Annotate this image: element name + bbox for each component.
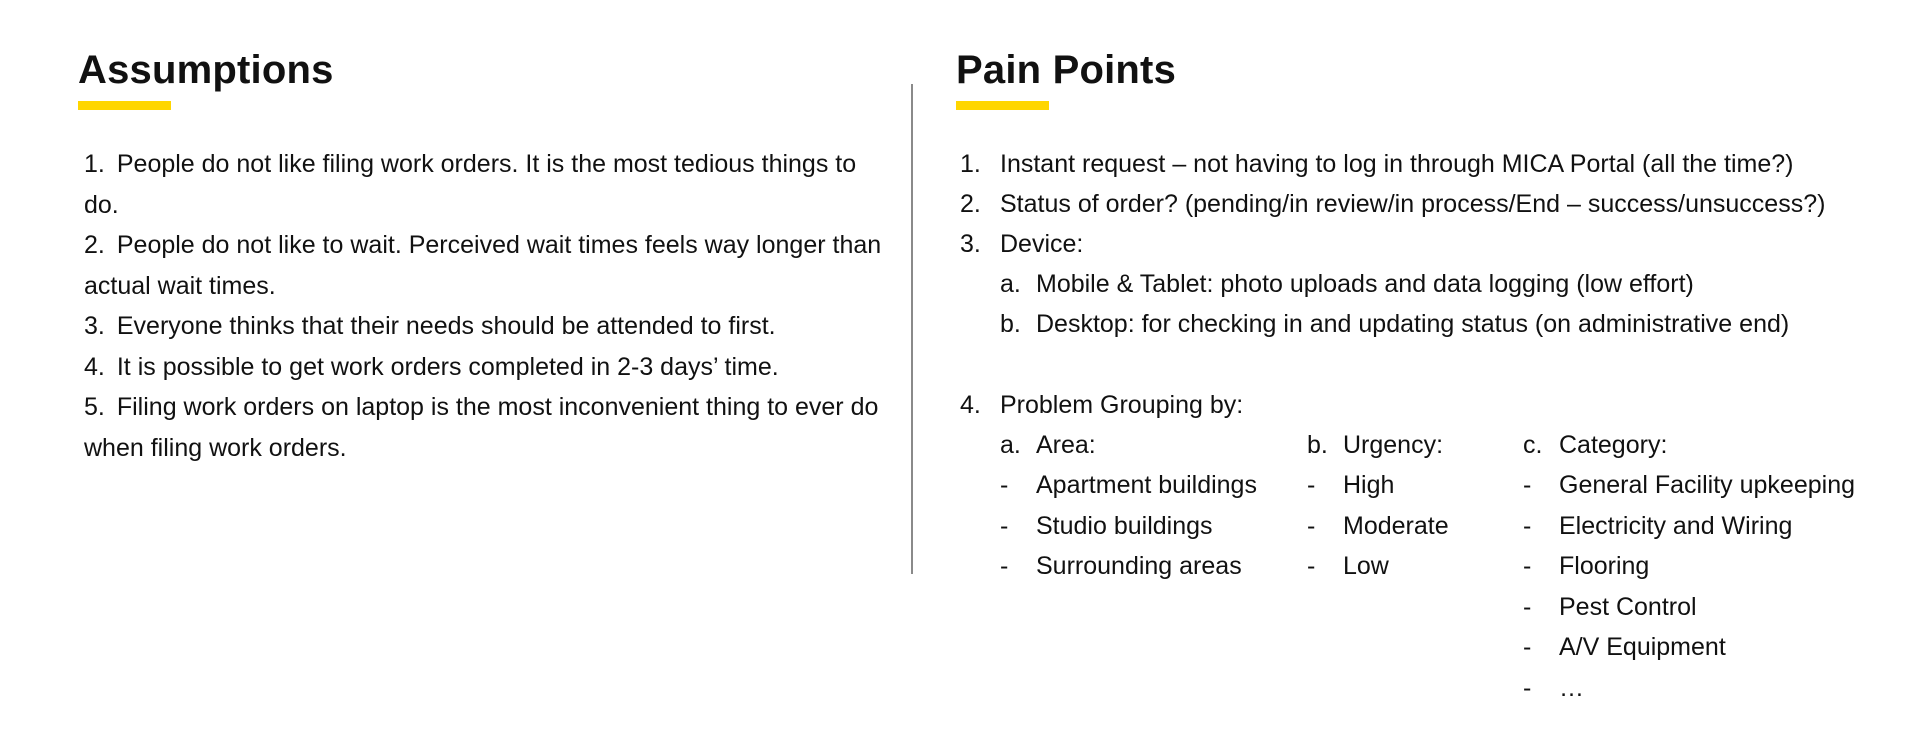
list-item-text: Surrounding areas	[1036, 552, 1242, 580]
assumptions-title: Assumptions	[78, 48, 334, 92]
assumption-text: People do not like filing work orders. It is the most tedious things to do.	[84, 150, 857, 219]
pain-point-text: Device:	[1000, 230, 1084, 258]
assumptions-title-underline	[78, 101, 171, 110]
grouping-urgency-heading	[1307, 425, 1443, 466]
list-item	[1523, 546, 1855, 587]
pain-point-item-2	[960, 184, 1825, 225]
sub-text: Mobile & Tablet: photo uploads and data logging (low effort)	[1036, 270, 1694, 298]
assumption-item-1	[84, 144, 884, 225]
pain-points-title-underline	[956, 101, 1049, 110]
dash-bullet: -	[1523, 592, 1532, 621]
assumption-number: 2.	[84, 231, 105, 259]
list-item-text: Electricity and Wiring	[1559, 511, 1793, 540]
list-item	[1000, 506, 1257, 547]
assumption-item-4	[84, 347, 884, 388]
assumption-number: 1.	[84, 150, 105, 178]
sub-letter: a.	[1000, 431, 1021, 459]
grouping-label: Urgency:	[1343, 431, 1444, 459]
pain-point-number: 1.	[960, 150, 981, 178]
pain-point-item-3	[960, 224, 1083, 265]
pain-point-number: 3.	[960, 230, 981, 258]
sub-letter: b.	[1000, 310, 1021, 338]
list-item	[1000, 546, 1257, 587]
grouping-category-list	[1523, 465, 1855, 708]
grouping-area-list	[1000, 465, 1257, 587]
dash-bullet: -	[1307, 552, 1316, 580]
grouping-label: Area:	[1036, 431, 1096, 459]
dash-bullet: -	[1523, 552, 1532, 580]
pain-point-text: Instant request – not having to log in through MICA Portal (all the time?)	[1000, 150, 1794, 178]
dash-bullet: -	[1000, 471, 1009, 499]
dash-bullet: -	[1523, 633, 1532, 661]
list-item-text: Studio buildings	[1036, 511, 1213, 540]
dash-bullet: -	[1523, 471, 1532, 499]
sub-letter: b.	[1307, 431, 1328, 459]
column-divider	[911, 84, 913, 574]
assumptions-list	[84, 144, 884, 468]
dash-bullet: -	[1000, 552, 1009, 580]
sub-letter: c.	[1523, 431, 1543, 459]
pain-point-text: Status of order? (pending/in review/in process/End – success/unsuccess?)	[1000, 190, 1826, 218]
dash-bullet: -	[1307, 511, 1316, 540]
assumption-item-5	[84, 387, 884, 468]
grouping-category-heading	[1523, 425, 1667, 466]
list-item-text: …	[1559, 673, 1584, 702]
assumption-item-3	[84, 306, 884, 347]
assumption-text: Filing work orders on laptop is the most inconvenient thing to ever do when filing work orders.	[84, 393, 879, 462]
list-item-text: Low	[1343, 552, 1389, 580]
list-item-text: Moderate	[1343, 511, 1449, 540]
list-item	[1523, 668, 1855, 709]
assumption-text: People do not like to wait. Perceived wait times feels way longer than actual wait times.	[84, 231, 882, 300]
list-item	[1523, 627, 1855, 668]
pain-point-number: 4.	[960, 391, 981, 419]
assumption-item-2	[84, 225, 884, 306]
list-item	[1523, 506, 1855, 547]
list-item-text: Flooring	[1559, 552, 1650, 580]
pain-points-title: Pain Points	[956, 48, 1177, 92]
list-item	[1000, 465, 1257, 506]
dash-bullet: -	[1307, 471, 1316, 499]
grouping-area-heading	[1000, 425, 1096, 466]
list-item	[1307, 465, 1449, 506]
pain-point-text: Problem Grouping by:	[1000, 391, 1244, 419]
device-sub-item-b	[1000, 304, 1789, 345]
grouping-urgency-list	[1307, 465, 1449, 587]
grouping-label: Category:	[1559, 431, 1668, 459]
list-item-text: Apartment buildings	[1036, 471, 1257, 499]
pain-point-item-4	[960, 385, 1243, 426]
dash-bullet: -	[1523, 673, 1532, 702]
assumption-number: 5.	[84, 393, 105, 421]
assumption-text: Everyone thinks that their needs should be attended to first.	[116, 312, 776, 340]
list-item-text: A/V Equipment	[1559, 633, 1726, 661]
dash-bullet: -	[1000, 511, 1009, 540]
sub-letter: a.	[1000, 270, 1021, 298]
assumption-text: It is possible to get work orders completed in 2-3 days’ time.	[116, 352, 779, 381]
list-item-text: Pest Control	[1559, 592, 1697, 621]
list-item-text: General Facility upkeeping	[1559, 471, 1855, 499]
list-item	[1307, 506, 1449, 547]
pain-point-item-1	[960, 144, 1794, 185]
device-sub-item-a	[1000, 264, 1694, 305]
pain-point-number: 2.	[960, 190, 981, 218]
assumption-number: 4.	[84, 352, 105, 381]
list-item	[1307, 546, 1449, 587]
list-item	[1523, 587, 1855, 628]
sub-text: Desktop: for checking in and updating status (on administrative end)	[1036, 310, 1790, 338]
dash-bullet: -	[1523, 511, 1532, 540]
list-item-text: High	[1343, 471, 1395, 499]
list-item	[1523, 465, 1855, 506]
assumption-number: 3.	[84, 312, 105, 340]
